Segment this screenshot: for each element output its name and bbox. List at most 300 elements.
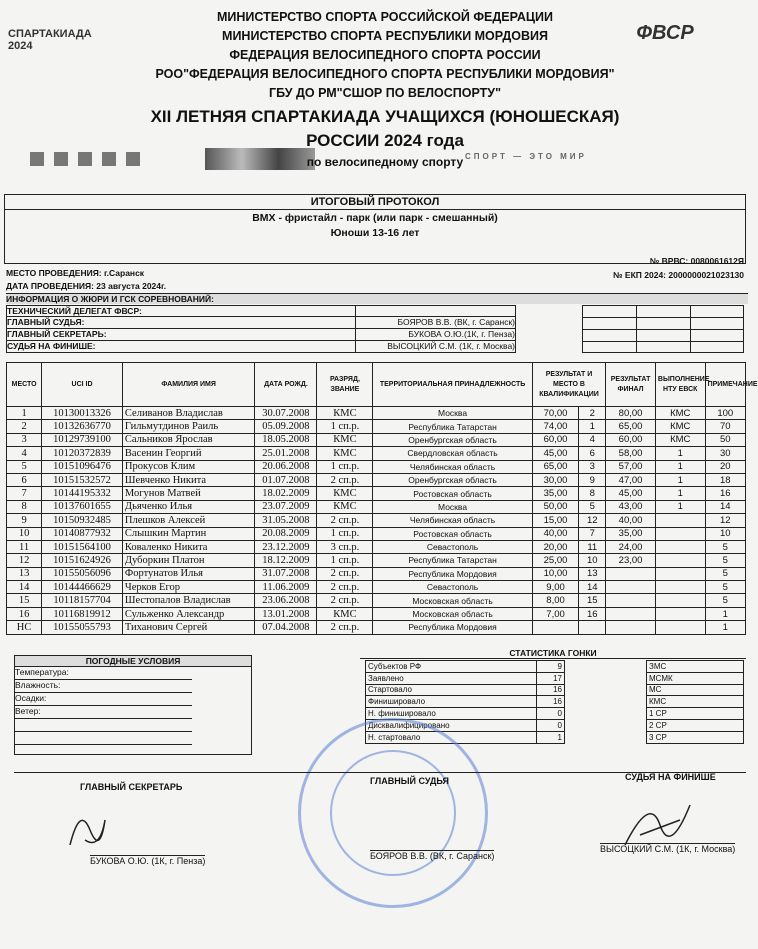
table-cell: 35,00 <box>532 487 579 500</box>
rank-label: 1 СР <box>647 708 744 720</box>
table-cell: 1 <box>655 447 705 460</box>
table-cell: 1 <box>655 460 705 473</box>
table-cell <box>655 567 705 580</box>
weather-box <box>14 655 252 755</box>
table-cell: 01.07.2008 <box>255 473 317 486</box>
table-cell: 45,00 <box>532 447 579 460</box>
sig-name-secretary: БУКОВА О.Ю. (1К, г. Пенза) <box>90 856 206 866</box>
table-cell: КМС <box>317 487 373 500</box>
table-cell: 57,00 <box>606 460 656 473</box>
table-cell: Фортунатов Илья <box>122 567 254 580</box>
table-cell: 07.04.2008 <box>255 621 317 634</box>
table-cell: 3 сп.р. <box>317 540 373 553</box>
table-cell <box>655 514 705 527</box>
column-header: ТЕРРИТОРИАЛЬНАЯ ПРИНАДЛЕЖНОСТЬ <box>373 363 532 407</box>
stats-value: 9 <box>537 661 565 673</box>
table-cell: 10151564100 <box>42 540 123 553</box>
jury-name: БОЯРОВ В.В. (ВК, г. Саранск) <box>355 317 515 328</box>
weather-row: Ветер: <box>15 706 192 719</box>
weather-row: Влажность: <box>15 680 192 693</box>
table-cell: Республика Татарстан <box>373 554 532 567</box>
table-cell: Московская область <box>373 607 532 620</box>
table-cell: 50,00 <box>532 500 579 513</box>
table-cell: 10151624926 <box>42 554 123 567</box>
table-cell: 5 <box>705 554 745 567</box>
column-header: МЕСТО <box>7 363 42 407</box>
table-cell <box>606 581 656 594</box>
table-cell: 1 <box>705 607 745 620</box>
table-row <box>7 420 746 433</box>
rank-label: МС <box>647 684 744 696</box>
table-row <box>7 473 746 486</box>
table-cell: КМС <box>317 607 373 620</box>
jury-role: ТЕХНИЧЕСКИЙ ДЕЛЕГАТ ФВСР: <box>7 306 142 316</box>
table-cell: 2 <box>7 420 42 433</box>
table-cell: Оренбургская область <box>373 473 532 486</box>
table-cell: 3 <box>7 433 42 446</box>
table-cell <box>579 621 606 634</box>
table-cell <box>655 594 705 607</box>
table-row <box>7 460 746 473</box>
table-cell: 10155056096 <box>42 567 123 580</box>
sig-role-secretary: ГЛАВНЫЙ СЕКРЕТАРЬ <box>80 782 183 792</box>
table-cell: 50 <box>705 433 745 446</box>
table-cell: 5 <box>579 500 606 513</box>
signature-finish-judge <box>620 795 700 850</box>
table-cell: 10140877932 <box>42 527 123 540</box>
table-cell: Сульженко Александр <box>122 607 254 620</box>
jury-info: ИНФОРМАЦИЯ О ЖЮРИ И ГСК СОРЕВНОВАНИЙ: <box>6 293 748 304</box>
table-cell: 10155055793 <box>42 621 123 634</box>
table-cell: 1 <box>655 487 705 500</box>
table-cell: 6 <box>579 447 606 460</box>
table-cell: 10150932485 <box>42 514 123 527</box>
table-cell: 10132636770 <box>42 420 123 433</box>
event-subtitle: по велосипедному спорту <box>306 155 464 169</box>
table-cell: 43,00 <box>606 500 656 513</box>
jury-row <box>6 329 516 341</box>
table-cell: Коваленко Никита <box>122 540 254 553</box>
table-cell: Челябинская область <box>373 460 532 473</box>
table-cell: Селиванов Владислав <box>122 407 254 420</box>
table-cell: Дуборкин Платон <box>122 554 254 567</box>
table-cell: 20.06.2008 <box>255 460 317 473</box>
table-cell: 13 <box>7 567 42 580</box>
table-cell: 30.07.2008 <box>255 407 317 420</box>
ranks-table <box>646 660 744 744</box>
stats-label: Субъектов РФ <box>366 661 537 673</box>
table-row <box>7 487 746 500</box>
protocol-title-box <box>4 194 746 264</box>
sig-role-finish-judge: СУДЬЯ НА ФИНИШЕ <box>625 772 716 782</box>
table-cell: 18.02.2009 <box>255 487 317 500</box>
table-cell: Севастополь <box>373 581 532 594</box>
table-cell: 11 <box>579 540 606 553</box>
sig-role-chief-judge: ГЛАВНЫЙ СУДЬЯ <box>370 776 450 786</box>
sponsor-logos <box>30 152 150 166</box>
column-header: РЕЗУЛЬТАТ И МЕСТО В КВАЛИФИКАЦИИ <box>532 363 605 407</box>
table-cell: 10151096476 <box>42 460 123 473</box>
table-cell: Могунов Матвей <box>122 487 254 500</box>
jury-row <box>6 317 516 329</box>
table-cell: 18 <box>705 473 745 486</box>
table-row <box>7 554 746 567</box>
stats-title: СТАТИСТИКА ГОНКИ <box>360 648 746 659</box>
rank-row <box>647 684 744 696</box>
table-cell: Черков Егор <box>122 581 254 594</box>
table-cell: Тиханович Сергей <box>122 621 254 634</box>
table-cell: 5 <box>705 594 745 607</box>
table-cell: 20.08.2009 <box>255 527 317 540</box>
table-cell: 70 <box>705 420 745 433</box>
table-cell <box>655 621 705 634</box>
table-cell: 10130013326 <box>42 407 123 420</box>
table-row <box>7 621 746 634</box>
jury-role: СУДЬЯ НА ФИНИШЕ: <box>7 341 96 351</box>
sport-logo: СПОРТ — ЭТО МИР <box>465 152 587 161</box>
table-cell: Республика Татарстан <box>373 420 532 433</box>
table-cell: 25,00 <box>532 554 579 567</box>
fvsr-logo: ФВСР <box>636 22 694 44</box>
protocol-title: ИТОГОВЫЙ ПРОТОКОЛ <box>5 195 745 210</box>
venue: МЕСТО ПРОВЕДЕНИЯ: г.Саранск <box>6 268 145 278</box>
header-line: РОО"ФЕДЕРАЦИЯ ВЕЛОСИПЕДНОГО СПОРТА РЕСПУБЛИКИ МОРДОВИЯ" <box>155 67 615 81</box>
rank-row <box>647 696 744 708</box>
table-cell: 11.06.2009 <box>255 581 317 594</box>
table-cell: 2 сп.р. <box>317 594 373 607</box>
table-cell: 2 сп.р. <box>317 621 373 634</box>
column-header: РЕЗУЛЬТАТ ФИНАЛ <box>606 363 656 407</box>
table-cell: 12 <box>705 514 745 527</box>
document-header <box>150 8 620 172</box>
stats-value: 17 <box>537 672 565 684</box>
table-cell: 2 сп.р. <box>317 581 373 594</box>
table-cell: 100 <box>705 407 745 420</box>
column-header: ФАМИЛИЯ ИМЯ <box>122 363 254 407</box>
table-cell: 1 <box>655 473 705 486</box>
table-row <box>7 447 746 460</box>
table-row <box>7 527 746 540</box>
table-cell: Челябинская область <box>373 514 532 527</box>
table-cell <box>655 527 705 540</box>
header-line: ГБУ ДО РМ"СШОР ПО ВЕЛОСПОРТУ" <box>268 86 502 100</box>
table-cell: 1 сп.р. <box>317 460 373 473</box>
table-cell: КМС <box>317 407 373 420</box>
table-cell: 58,00 <box>606 447 656 460</box>
column-header: ДАТА РОЖД. <box>255 363 317 407</box>
table-cell <box>655 540 705 553</box>
table-cell <box>606 621 656 634</box>
table-cell: Московская область <box>373 594 532 607</box>
column-header: UCI ID <box>42 363 123 407</box>
table-header-row <box>7 363 746 407</box>
jury-row <box>6 305 516 317</box>
table-cell: 5 <box>705 567 745 580</box>
table-cell: 40,00 <box>532 527 579 540</box>
table-cell: 5 <box>705 540 745 553</box>
table-cell: 9,00 <box>532 581 579 594</box>
stats-label: Стартовало <box>366 684 537 696</box>
header-line: МИНИСТЕРСТВО СПОРТА РОССИЙСКОЙ ФЕДЕРАЦИИ <box>216 10 553 24</box>
table-cell: КМС <box>317 500 373 513</box>
table-cell: 5 <box>705 581 745 594</box>
table-cell: Дьяченко Илья <box>122 500 254 513</box>
jury-name: БУКОВА О.Ю.(1К, г. Пенза) <box>355 329 515 340</box>
stats-label: Дисквалифицировано <box>366 719 537 731</box>
table-cell: 80,00 <box>606 407 656 420</box>
jury-name <box>355 306 515 316</box>
table-cell: 10 <box>705 527 745 540</box>
discipline: ВМХ - фристайл - парк (или парк - смешанный) <box>252 212 498 224</box>
header-line: МИНИСТЕРСТВО СПОРТА РЕСПУБЛИКИ МОРДОВИЯ <box>222 29 548 43</box>
jury-list <box>6 305 516 353</box>
table-cell: 7 <box>7 487 42 500</box>
table-cell: 5 <box>7 460 42 473</box>
results-table <box>6 362 758 635</box>
table-cell: 11 <box>7 540 42 553</box>
table-cell: КМС <box>655 433 705 446</box>
column-header: ВЫПОЛНЕНИЕ НТУ ЕВСК <box>655 363 705 407</box>
table-cell: 16 <box>579 607 606 620</box>
table-cell: 60,00 <box>606 433 656 446</box>
table-cell: 16 <box>7 607 42 620</box>
rank-row <box>647 672 744 684</box>
table-cell: 35,00 <box>606 527 656 540</box>
table-cell: 65,00 <box>606 420 656 433</box>
table-cell: 1 <box>7 407 42 420</box>
table-cell: 10151532572 <box>42 473 123 486</box>
table-row <box>7 567 746 580</box>
table-cell: 10137601655 <box>42 500 123 513</box>
table-cell <box>655 581 705 594</box>
table-cell: 8,00 <box>532 594 579 607</box>
table-cell: 40,00 <box>606 514 656 527</box>
rank-row <box>647 661 744 673</box>
table-cell: 30 <box>705 447 745 460</box>
rank-row <box>647 708 744 720</box>
table-cell: 25.01.2008 <box>255 447 317 460</box>
table-cell: Ростовская область <box>373 487 532 500</box>
stats-value: 0 <box>537 708 565 720</box>
table-cell <box>655 554 705 567</box>
vrvs-number: № ВРВС: 0080061612Я <box>649 256 744 266</box>
stats-row <box>366 684 565 696</box>
table-cell: 13 <box>579 567 606 580</box>
column-header: ПРИМЕЧАНИЕ <box>705 363 745 407</box>
table-cell: 24,00 <box>606 540 656 553</box>
table-cell: Оренбургская область <box>373 433 532 446</box>
rank-label: 3 СР <box>647 731 744 743</box>
table-cell <box>606 567 656 580</box>
table-cell: 31.07.2008 <box>255 567 317 580</box>
table-cell: 10116819912 <box>42 607 123 620</box>
table-cell: Слышкин Мартин <box>122 527 254 540</box>
stats-label: Н. финишировало <box>366 708 537 720</box>
table-cell: 16 <box>705 487 745 500</box>
weather-row: Температура: <box>15 667 192 680</box>
weather-row <box>15 732 192 745</box>
table-row <box>7 433 746 446</box>
table-cell: 20 <box>705 460 745 473</box>
event-date: ДАТА ПРОВЕДЕНИЯ: 23 августа 2024г. <box>6 281 167 291</box>
jury-row <box>6 341 516 353</box>
weather-row: Осадки: <box>15 693 192 706</box>
table-cell: КМС <box>317 433 373 446</box>
table-cell: 14 <box>705 500 745 513</box>
table-cell: 9 <box>579 473 606 486</box>
empty-grid <box>582 305 744 353</box>
stats-label: Н. стартовало <box>366 731 537 743</box>
table-cell: 10,00 <box>532 567 579 580</box>
table-row <box>7 581 746 594</box>
table-cell: 2 сп.р. <box>317 473 373 486</box>
table-cell: 10144466629 <box>42 581 123 594</box>
table-cell: 6 <box>7 473 42 486</box>
table-cell: 65,00 <box>532 460 579 473</box>
table-cell: 1 <box>655 500 705 513</box>
table-cell: 1 сп.р. <box>317 527 373 540</box>
table-cell: 10144195332 <box>42 487 123 500</box>
table-cell: НС <box>7 621 42 634</box>
table-cell: 23.07.2009 <box>255 500 317 513</box>
sig-name-finish-judge: ВЫСОЦКИЙ С.М. (1К, г. Москва) <box>600 844 736 854</box>
table-cell: 2 <box>579 407 606 420</box>
table-row <box>7 594 746 607</box>
header-line: ФЕДЕРАЦИЯ ВЕЛОСИПЕДНОГО СПОРТА РОССИИ <box>229 48 541 62</box>
table-cell: 10118157704 <box>42 594 123 607</box>
table-cell: Шевченко Никита <box>122 473 254 486</box>
stats-label: Заявлено <box>366 672 537 684</box>
rank-label: ЗМС <box>647 661 744 673</box>
table-cell: 15,00 <box>532 514 579 527</box>
stats-value: 16 <box>537 684 565 696</box>
sig-name-chief-judge: БОЯРОВ В.В. (ВК, г. Саранск) <box>370 851 495 861</box>
table-cell: Москва <box>373 407 532 420</box>
table-cell: Свердловская область <box>373 447 532 460</box>
weather-row <box>15 719 192 732</box>
table-cell: 10120372839 <box>42 447 123 460</box>
ekp-number: № ЕКП 2024: 2000000021023130 <box>613 270 744 280</box>
table-cell: Васенин Георгий <box>122 447 254 460</box>
table-cell: КМС <box>655 420 705 433</box>
table-cell <box>606 607 656 620</box>
table-cell: 45,00 <box>606 487 656 500</box>
stats-value: 0 <box>537 719 565 731</box>
table-cell: Плешков Алексей <box>122 514 254 527</box>
table-cell: 12 <box>579 514 606 527</box>
stats-value: 1 <box>537 731 565 743</box>
stats-row <box>366 672 565 684</box>
table-cell: Республика Мордовия <box>373 621 532 634</box>
table-cell: 1 <box>579 420 606 433</box>
table-cell: КМС <box>655 407 705 420</box>
table-cell <box>606 594 656 607</box>
jury-role: ГЛАВНЫЙ СЕКРЕТАРЬ: <box>7 329 107 339</box>
table-cell: Гильмутдинов Раиль <box>122 420 254 433</box>
table-cell: 14 <box>579 581 606 594</box>
table-cell: Прокусов Клим <box>122 460 254 473</box>
rank-label: КМС <box>647 696 744 708</box>
table-cell: 30,00 <box>532 473 579 486</box>
table-row <box>7 407 746 420</box>
weather-title: ПОГОДНЫЕ УСЛОВИЯ <box>15 656 251 667</box>
table-row <box>7 514 746 527</box>
table-cell: Республика Мордовия <box>373 567 532 580</box>
rank-label: МСМК <box>647 672 744 684</box>
table-cell <box>655 607 705 620</box>
table-cell: 15 <box>579 594 606 607</box>
table-cell: 8 <box>579 487 606 500</box>
table-cell: 2 сп.р. <box>317 567 373 580</box>
column-header: РАЗРЯД, ЗВАНИЕ <box>317 363 373 407</box>
table-cell: КМС <box>317 447 373 460</box>
jury-role: ГЛАВНЫЙ СУДЬЯ: <box>7 317 85 327</box>
table-row <box>7 540 746 553</box>
table-cell: 9 <box>7 514 42 527</box>
table-cell: 10 <box>7 527 42 540</box>
table-cell: 20,00 <box>532 540 579 553</box>
spartakiada-logo: СПАРТАКИАДА 2024 <box>8 28 92 52</box>
table-cell: 1 сп.р. <box>317 554 373 567</box>
table-cell: 14 <box>7 581 42 594</box>
table-cell: 74,00 <box>532 420 579 433</box>
table-cell: 10 <box>579 554 606 567</box>
rank-label: 2 СР <box>647 719 744 731</box>
table-cell: 15 <box>7 594 42 607</box>
table-cell: Севастополь <box>373 540 532 553</box>
table-cell: 3 <box>579 460 606 473</box>
rank-row <box>647 731 744 743</box>
table-cell: 47,00 <box>606 473 656 486</box>
table-cell: 8 <box>7 500 42 513</box>
table-cell: 23.06.2008 <box>255 594 317 607</box>
table-cell: 31.05.2008 <box>255 514 317 527</box>
table-cell: 7,00 <box>532 607 579 620</box>
stats-row <box>366 661 565 673</box>
table-cell: Москва <box>373 500 532 513</box>
table-cell: 4 <box>7 447 42 460</box>
table-cell: 18.05.2008 <box>255 433 317 446</box>
stats-label: Финишировало <box>366 696 537 708</box>
table-cell: 18.12.2009 <box>255 554 317 567</box>
age-group: Юноши 13-16 лет <box>330 227 420 239</box>
table-cell: Сальников Ярослав <box>122 433 254 446</box>
table-cell: 2 сп.р. <box>317 514 373 527</box>
table-cell: 13.01.2008 <box>255 607 317 620</box>
table-cell: Ростовская область <box>373 527 532 540</box>
stats-value: 16 <box>537 696 565 708</box>
jury-name: ВЫСОЦКИЙ С.М. (1К, г. Москва) <box>355 341 515 352</box>
signature-secretary <box>60 800 120 855</box>
table-row <box>7 607 746 620</box>
table-cell: 60,00 <box>532 433 579 446</box>
stats-row <box>366 696 565 708</box>
table-row <box>7 500 746 513</box>
table-cell: 4 <box>579 433 606 446</box>
rank-row <box>647 719 744 731</box>
table-cell: 05.09.2008 <box>255 420 317 433</box>
table-cell: 23.12.2009 <box>255 540 317 553</box>
table-cell: 7 <box>579 527 606 540</box>
table-cell: 1 <box>705 621 745 634</box>
table-cell: 10129739100 <box>42 433 123 446</box>
table-cell: 23,00 <box>606 554 656 567</box>
table-cell: 12 <box>7 554 42 567</box>
event-title: XII ЛЕТНЯЯ СПАРТАКИАДА УЧАЩИХСЯ (ЮНОШЕСКАЯ) РОССИИ 2024 года <box>150 107 620 150</box>
table-cell: 1 сп.р. <box>317 420 373 433</box>
table-cell: Шестопалов Владислав <box>122 594 254 607</box>
table-cell <box>532 621 579 634</box>
